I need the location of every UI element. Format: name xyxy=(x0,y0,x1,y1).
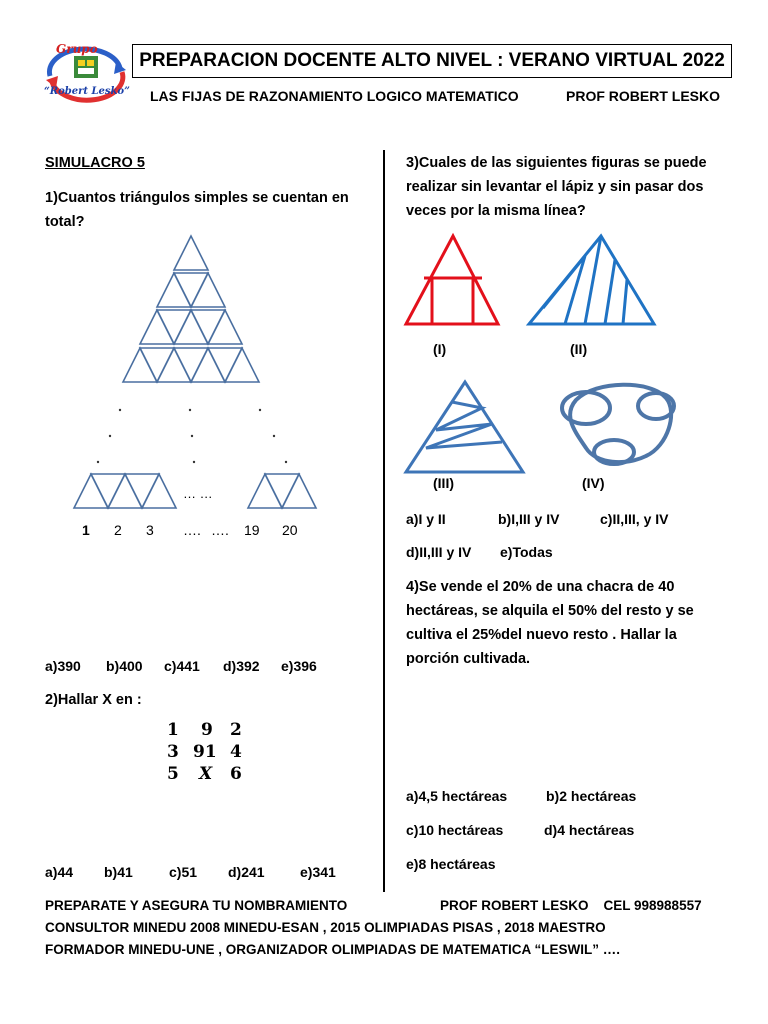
footer-line2: CONSULTOR MINEDU 2008 MINEDU-ESAN , 2015 OLIMPIADAS PISAS , 2018 MAESTRO xyxy=(45,920,606,935)
footer-line1-right: PROF ROBERT LESKO CEL 998988557 xyxy=(440,898,702,913)
q4-option-e[interactable]: e)8 hectáreas xyxy=(406,856,496,872)
page-title: PREPARACION DOCENTE ALTO NIVEL : VERANO VIRTUAL 2022 xyxy=(132,44,732,78)
q3-text-line3: veces por la misma línea? xyxy=(406,203,586,219)
q1-option-e[interactable]: e)396 xyxy=(281,658,317,674)
q1-option-c[interactable]: c)441 xyxy=(164,658,200,674)
q4-text-line3: cultiva el 25%del nuevo resto . Hallar la xyxy=(406,627,677,643)
q2-text: 2)Hallar X en : xyxy=(45,692,142,708)
subtitle-left: LAS FIJAS DE RAZONAMIENTO LOGICO MATEMATICO xyxy=(150,88,519,104)
figure-3-zigzag-triangle xyxy=(402,378,528,476)
figure-4-circles xyxy=(556,378,682,470)
q1-row-label: 2 xyxy=(114,522,122,538)
q4-text-line1: 4)Se vende el 20% de una chacra de 40 xyxy=(406,579,675,595)
column-divider xyxy=(383,150,385,892)
q3-option-c[interactable]: c)II,III, y IV xyxy=(600,511,669,527)
subtitle-right: PROF ROBERT LESKO xyxy=(566,88,721,104)
simulacro-heading: SIMULACRO 5 xyxy=(45,155,145,171)
q1-text-line2: total? xyxy=(45,214,85,230)
q4-option-d[interactable]: d)4 hectáreas xyxy=(544,822,635,838)
q1-option-b[interactable]: b)400 xyxy=(106,658,143,674)
q1-text-line1: 1)Cuantos triángulos simples se cuentan en xyxy=(45,190,349,206)
figure-3-label: (III) xyxy=(433,475,454,491)
q2-cell: 2 xyxy=(230,720,242,740)
logo-text-top: Grupo xyxy=(56,42,98,56)
q1-row-label: …. xyxy=(183,522,201,538)
q2-cell: 1 xyxy=(167,720,179,740)
q2-cell: 9 xyxy=(201,720,213,740)
logo-text-bottom: “Robert Lesko” xyxy=(44,86,130,97)
q3-option-a[interactable]: a)I y II xyxy=(406,511,446,527)
q1-option-a[interactable]: a)390 xyxy=(45,658,81,674)
q2-option-e[interactable]: e)341 xyxy=(300,864,336,880)
q1-row-label: 3 xyxy=(146,522,154,538)
footer-line3: FORMADOR MINEDU-UNE , ORGANIZADOR OLIMPIADAS DE MATEMATICA “LESWIL” …. xyxy=(45,942,620,957)
figure-2-blue-triangle xyxy=(525,232,659,328)
q1-row-label: …. xyxy=(211,522,229,538)
q2-option-a[interactable]: a)44 xyxy=(45,864,74,880)
q2-option-b[interactable]: b)41 xyxy=(104,864,133,880)
q4-text-line4: porción cultivada. xyxy=(406,651,531,667)
q1-row-label: 1 xyxy=(82,522,90,538)
q3-option-b[interactable]: b)I,III y IV xyxy=(498,511,560,527)
q2-cell: 6 xyxy=(230,764,242,784)
q1-triangle-figure xyxy=(60,230,320,550)
figure-1-label: (I) xyxy=(433,341,447,357)
q3-option-d[interactable]: d)II,III y IV xyxy=(406,544,472,560)
figure-4-label: (IV) xyxy=(582,475,605,491)
q4-option-a[interactable]: a)4,5 hectáreas xyxy=(406,788,508,804)
q2-option-c[interactable]: c)51 xyxy=(169,864,198,880)
q3-text-line1: 3)Cuales de las siguientes figuras se puede xyxy=(406,155,707,171)
figure-2-label: (II) xyxy=(570,341,588,357)
q2-cell: 91 xyxy=(193,742,217,762)
q4-option-c[interactable]: c)10 hectáreas xyxy=(406,822,504,838)
q3-option-e[interactable]: e)Todas xyxy=(500,544,553,560)
logo xyxy=(40,42,132,106)
q4-text-line2: hectáreas, se alquila el 50% del resto y se xyxy=(406,603,694,619)
q3-text-line2: realizar sin levantar el lápiz y sin pasar dos xyxy=(406,179,704,195)
q2-cell: 3 xyxy=(167,742,179,762)
q1-option-d[interactable]: d)392 xyxy=(223,658,260,674)
q1-row-label: 20 xyxy=(282,522,298,538)
q1-row-label: 19 xyxy=(244,522,260,538)
q2-cell: 4 xyxy=(230,742,242,762)
q1-mid-dots: … … xyxy=(183,486,213,501)
q2-cell: X xyxy=(199,764,213,784)
q2-option-d[interactable]: d)241 xyxy=(228,864,265,880)
footer-line1-left: PREPARATE Y ASEGURA TU NOMBRAMIENTO xyxy=(45,898,348,913)
q2-cell: 5 xyxy=(167,764,179,784)
q4-option-b[interactable]: b)2 hectáreas xyxy=(546,788,637,804)
figure-1-red-triangle xyxy=(402,232,504,328)
